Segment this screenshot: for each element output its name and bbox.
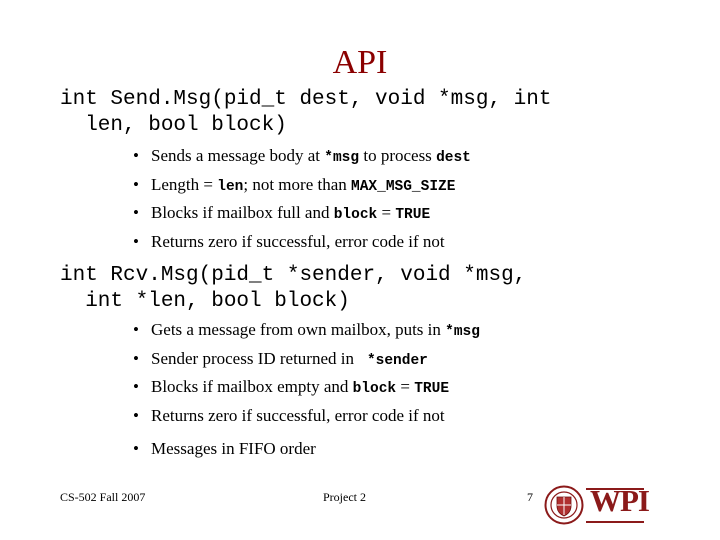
logo-text: WPI bbox=[590, 483, 649, 518]
bullet-item: • Returns zero if successful, error code if not bbox=[133, 229, 471, 256]
rcvmsg-bullets bbox=[133, 317, 480, 429]
footer-course: CS-502 Fall 2007 bbox=[60, 490, 146, 504]
sendmsg-signature bbox=[60, 87, 551, 139]
bullet-item: • Length = len; not more than MAX_MSG_SIZE bbox=[133, 172, 471, 201]
bullet-item: • Blocks if mailbox empty and block = TRUE bbox=[133, 374, 480, 403]
bullet-item: • Sends a message body at *msg to process dest bbox=[133, 143, 471, 172]
sendmsg-bullets bbox=[133, 143, 471, 255]
slide-title: API bbox=[332, 44, 388, 81]
fifo-bullets bbox=[133, 436, 316, 463]
sendmsg-signature-line1: int Send.Msg(pid_t dest, void *msg, int bbox=[60, 88, 552, 111]
rcvmsg-signature-line2: int *len, bool block) bbox=[60, 290, 350, 313]
logo-rule-bottom bbox=[586, 521, 644, 523]
sendmsg-signature-line2: len, bool block) bbox=[60, 114, 287, 137]
footer-project: Project 2 bbox=[323, 490, 366, 504]
page-number: 7 bbox=[527, 490, 533, 504]
bullet-item: • Returns zero if successful, error code if not bbox=[133, 403, 480, 430]
bullet-item: • Blocks if mailbox full and block = TRUE bbox=[133, 200, 471, 229]
wpi-seal-icon bbox=[544, 485, 584, 525]
rcvmsg-signature-line1: int Rcv.Msg(pid_t *sender, void *msg, bbox=[60, 264, 527, 287]
bullet-item: • Sender process ID returned in *sender bbox=[133, 346, 480, 375]
wpi-logo bbox=[544, 483, 649, 527]
rcvmsg-signature bbox=[60, 263, 526, 315]
bullet-item: • Messages in FIFO order bbox=[133, 436, 316, 463]
bullet-item: • Gets a message from own mailbox, puts in *msg bbox=[133, 317, 480, 346]
